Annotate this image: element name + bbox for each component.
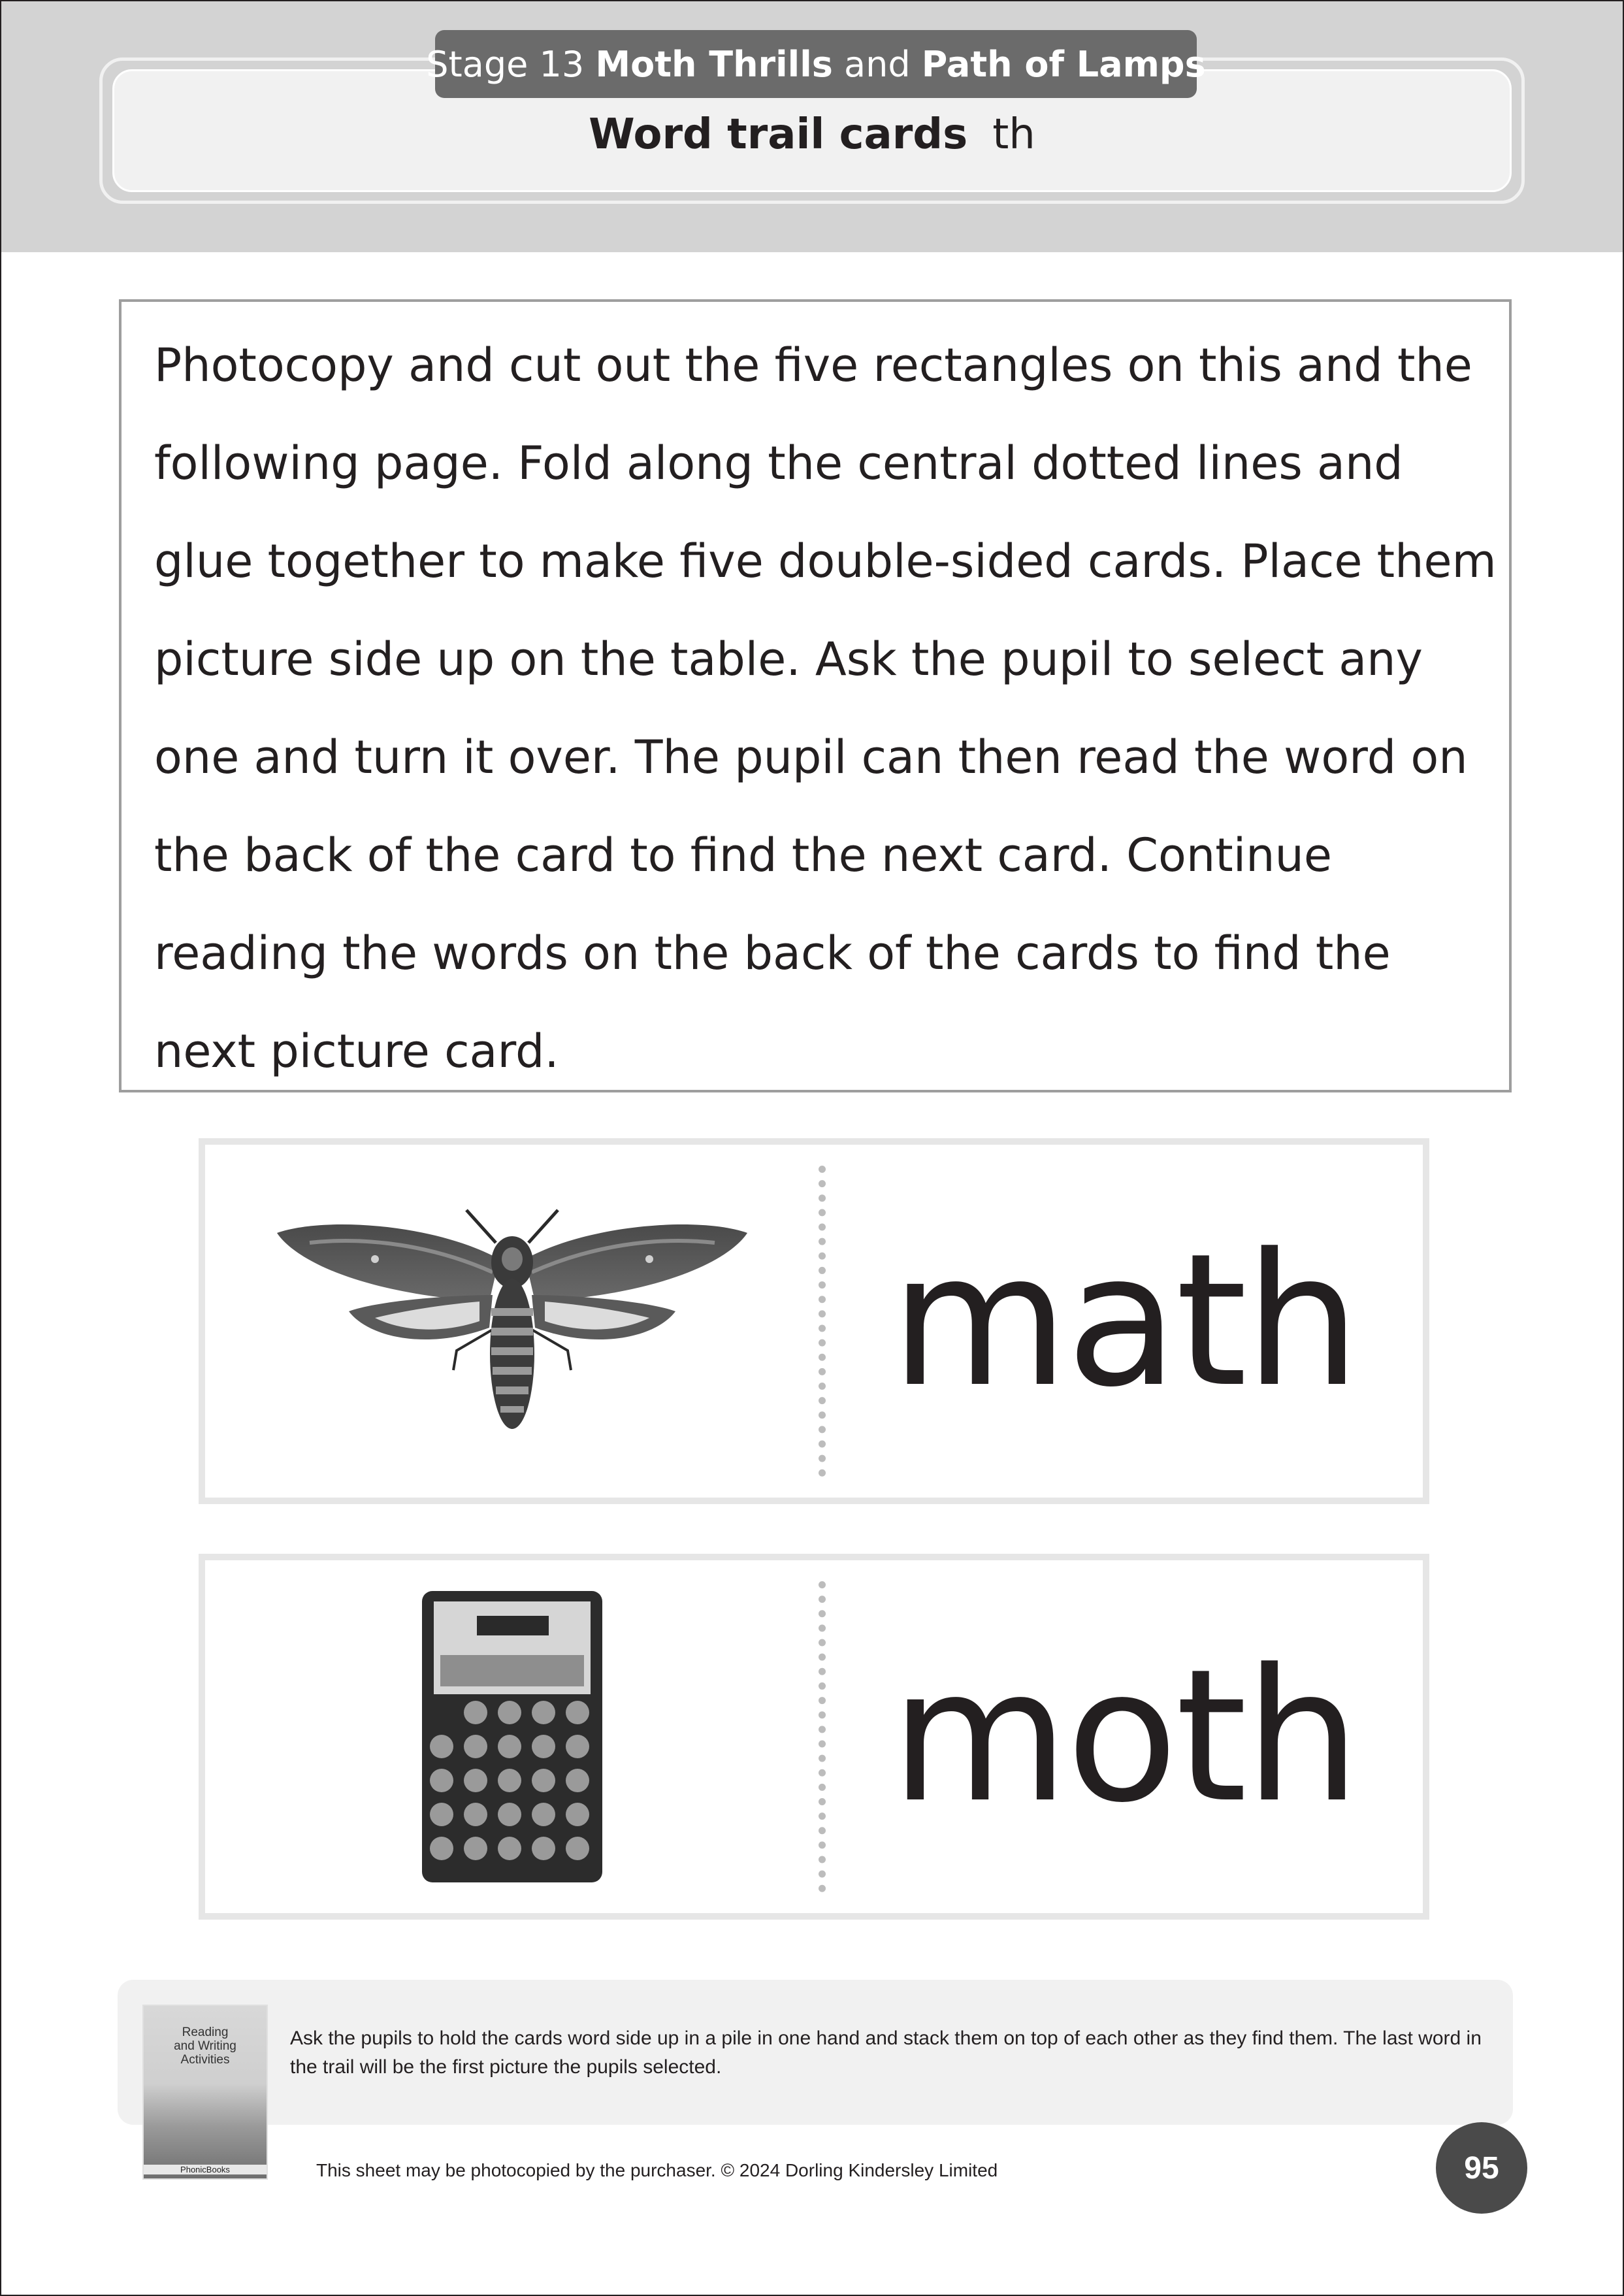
instruction-line: one and turn it over. The pupil can then read the word on [154,730,1468,784]
instruction-line: the back of the card to find the next card. Continue [154,828,1332,882]
card-picture [205,1560,819,1913]
card-word: moth [890,1630,1358,1843]
fold-line [819,1581,826,1892]
target-sound: th [992,110,1035,159]
fold-line [819,1166,826,1477]
card-picture [205,1145,819,1498]
card-word: math [890,1215,1358,1428]
instructions-box [119,299,1512,1092]
instruction-line: Photocopy and cut out the five rectangles on this and the [154,338,1472,392]
instruction-line: following page. Fold along the central dotted lines and [154,436,1403,490]
stage-label: Stage 13 [426,43,585,85]
word-card-1 [199,1138,1429,1504]
instruction-line: reading the words on the back of the cards to find the [154,927,1391,980]
copyright-footer: This sheet may be photocopied by the purchaser. © 2024 Dorling Kindersley Limited [316,2160,998,2180]
stage-pill [426,30,1206,98]
instruction-line: next picture card. [154,1025,559,1078]
instruction-line: picture side up on the table. Ask the pupil to select any [154,632,1423,686]
teacher-note-box [118,1980,1513,2125]
cover-title-line: Reading [182,2025,229,2039]
instruction-line: glue together to make five double-sided cards. Place them [154,534,1497,588]
cover-title-line: and Writing [174,2039,236,2053]
sheet-title [112,102,1512,167]
sheet-title-text: Word trail cards [589,110,968,159]
book-cover-brand: PhonicBooks [144,2165,267,2174]
book-cover-title [144,2025,267,2067]
cover-title-line: Activities [180,2053,230,2067]
book-title-two: Path of Lamps [921,43,1206,85]
calculator-icon [421,1590,604,1884]
book-title-one: Moth Thrills [595,43,833,85]
teacher-note-text: Ask the pupils to hold the cards word side up in a pile in one hand and stack them on top of each other as they find them. The last word in the trail will be the first picture the pupils selected. [290,2027,1482,2078]
book-cover-thumbnail [144,2006,267,2178]
page-number-badge: 95 [1436,2122,1527,2214]
word-card-2 [199,1554,1429,1920]
moth-icon [270,1197,754,1445]
stage-joiner: and [844,43,911,85]
